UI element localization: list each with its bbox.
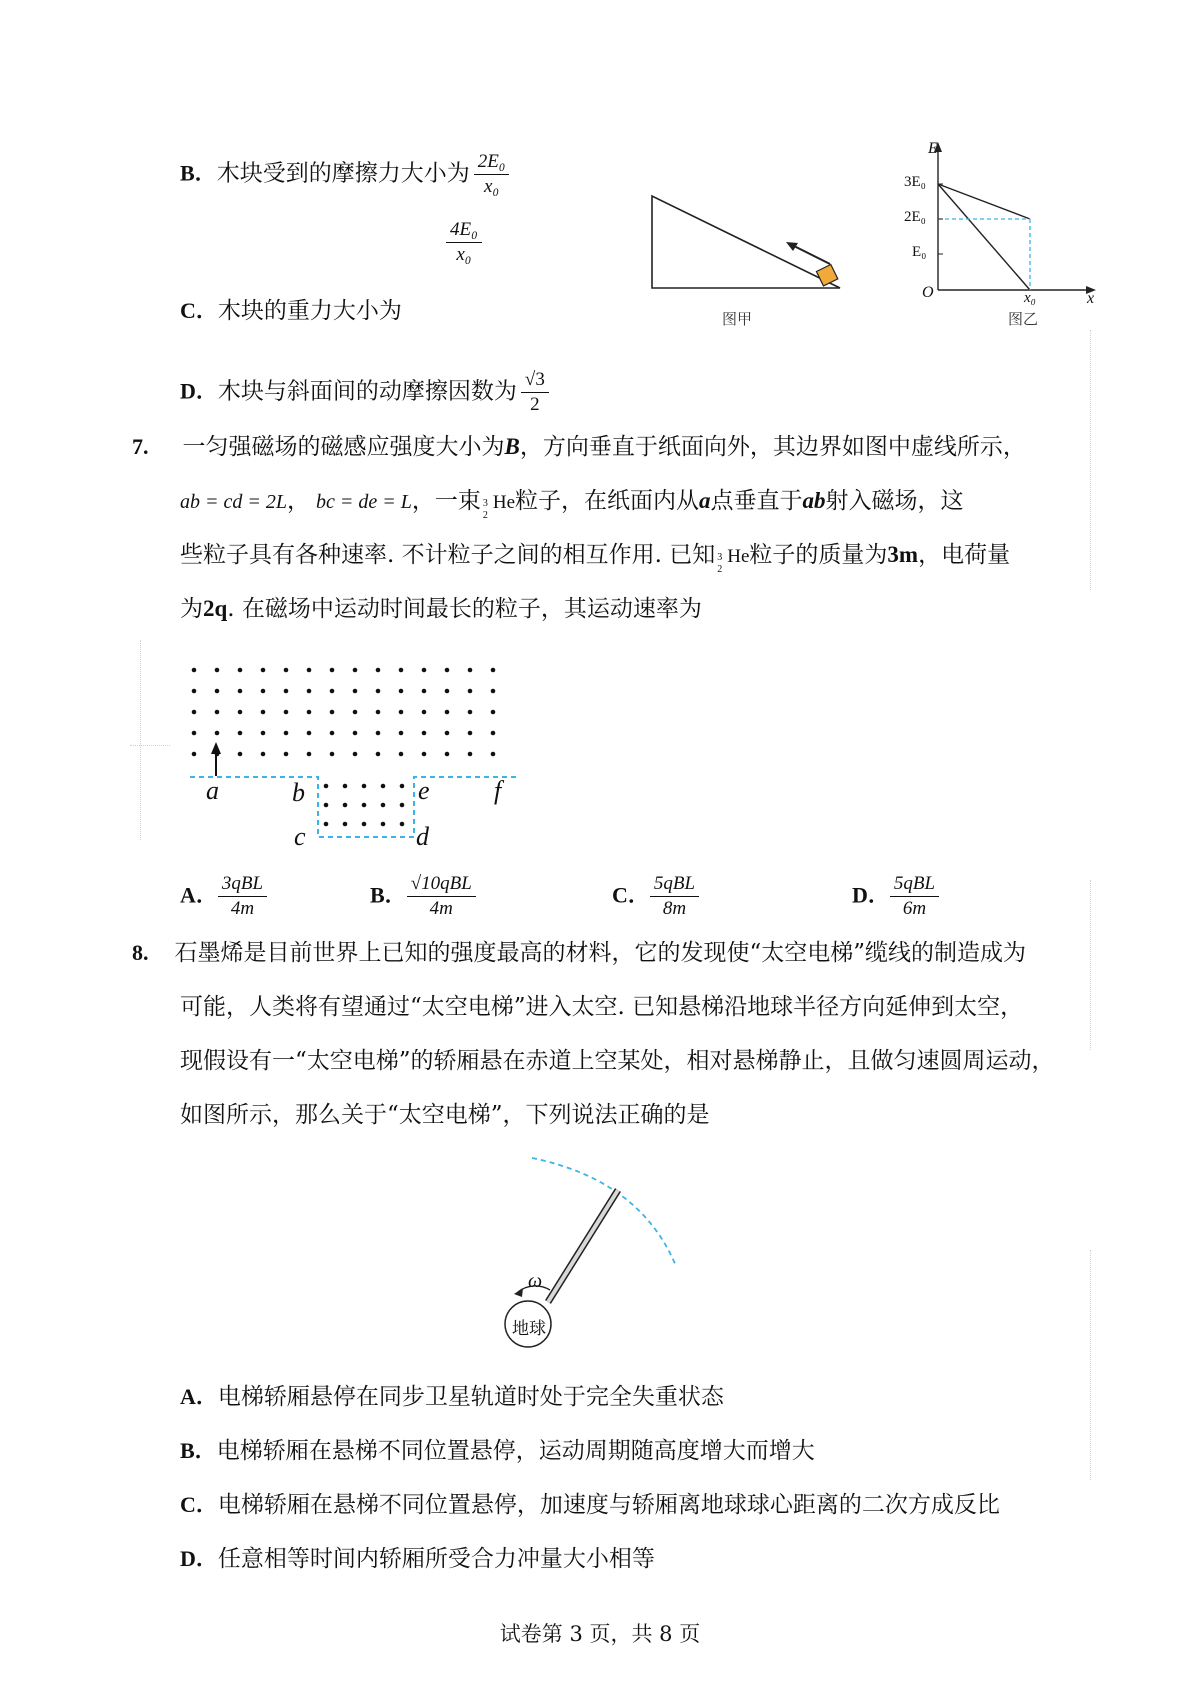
field-dot (324, 803, 329, 808)
field-dot (491, 689, 496, 694)
field-dot (468, 710, 473, 715)
x-axis-label: x (1087, 290, 1095, 307)
q8-option-c: C．电梯轿厢在悬梯不同位置悬停，加速度与轿厢离地球球心距离的二次方成反比 (180, 1492, 1000, 1518)
q8-line-1: 8. 石墨烯是目前世界上已知的强度最高的材料，它的发现使“太空电梯”缆线的制造成为 (132, 940, 1027, 966)
q7-option-b: B． $\frac{\text{√10qBL}}{4m}$ (370, 872, 476, 921)
field-boundary (190, 777, 518, 837)
field-dot (422, 752, 427, 757)
field-dot (343, 784, 348, 789)
field-dot (324, 784, 329, 789)
q8-line-4: 如图所示，那么关于“太空电梯”，下列说法正确的是 (180, 1102, 710, 1128)
field-dot (284, 668, 289, 673)
field-dot (376, 731, 381, 736)
field-dot (381, 784, 386, 789)
q6-option-c: C．木块的重力大小为 (180, 298, 402, 324)
field-dot (399, 710, 404, 715)
q8-option-b: B．电梯轿厢在悬梯不同位置悬停，运动周期随高度增大而增大 (180, 1438, 815, 1464)
point-e-label: e (418, 776, 430, 805)
field-dot (399, 668, 404, 673)
field-dot (468, 668, 473, 673)
field-dot (330, 689, 335, 694)
velocity-arrow-shaft (790, 244, 830, 264)
y-axis-label: E (928, 140, 938, 157)
field-dot (491, 668, 496, 673)
wooden-block (816, 265, 837, 286)
field-dot (324, 822, 329, 827)
field-dot (238, 668, 243, 673)
field-dot (353, 752, 358, 757)
field-dot (284, 710, 289, 715)
field-dot (445, 710, 450, 715)
field-dot (284, 752, 289, 757)
q7-line-2: ab = cd = 2L， bc = de = L，一束 3 2 He粒子，在纸面内从a点垂直于ab射入磁场，这 (180, 488, 964, 521)
field-dot (400, 822, 405, 827)
field-dot (468, 752, 473, 757)
guide-line (1090, 1250, 1091, 1480)
field-dot (491, 731, 496, 736)
q8-option-a: A．电梯轿厢悬停在同步卫星轨道时处于完全失重状态 (180, 1384, 724, 1410)
field-dot (343, 822, 348, 827)
field-dot (284, 689, 289, 694)
field-dot (261, 689, 266, 694)
q7-option-d: D． $\frac{\text{5qBL}}{6m}$ (852, 872, 939, 921)
energy-graph (900, 140, 1100, 300)
earth-label: 地球 (512, 1319, 546, 1339)
field-dot (362, 803, 367, 808)
field-dot (362, 784, 367, 789)
field-dot (238, 710, 243, 715)
field-dot (362, 822, 367, 827)
q8-option-d: D．任意相等时间内轿厢所受合力冲量大小相等 (180, 1546, 655, 1572)
field-dot (353, 668, 358, 673)
field-dot (376, 668, 381, 673)
field-dot (445, 689, 450, 694)
field-dot (307, 668, 312, 673)
y-tick-e0: E₀ (912, 244, 927, 260)
field-dot (261, 668, 266, 673)
page-footer: 试卷第 3 页，共 8 页 (499, 1622, 701, 1646)
q7-line-3: 些粒子具有各种速率. 不计粒子之间的相互作用. 已知 3 2 He粒子的质量为3m，电荷量 (180, 542, 1011, 575)
field-dot (491, 710, 496, 715)
field-dot (192, 689, 197, 694)
field-dot (343, 803, 348, 808)
field-dot (468, 689, 473, 694)
q8-line-3: 现假设有一“太空电梯”的轿厢悬在赤道上空某处，相对悬梯静止，且做匀速圆周运动， (180, 1048, 1055, 1074)
field-dot (307, 731, 312, 736)
field-dot (238, 689, 243, 694)
point-f-label: f (494, 776, 502, 805)
field-dot (422, 710, 427, 715)
field-dot (307, 710, 312, 715)
field-dot (422, 731, 427, 736)
guide-line (130, 745, 170, 746)
point-a-label: a (206, 776, 219, 805)
field-dot (261, 731, 266, 736)
fraction-denominator: x₀ (484, 176, 500, 197)
field-dot (238, 752, 243, 757)
field-dot (261, 752, 266, 757)
entry-arrow-head (211, 742, 221, 754)
field-dot (307, 752, 312, 757)
field-dot (491, 752, 496, 757)
field-dot (353, 689, 358, 694)
field-dot (192, 731, 197, 736)
q6-option-b: B．木块受到的摩擦力大小为 $\frac{\text{2E₀}}{\text{x₀}}$ (180, 150, 509, 199)
field-dot (330, 752, 335, 757)
fig1-caption: 图甲 (722, 310, 753, 328)
q6-option-d: D．木块与斜面间的动摩擦因数为 $\frac{√3}{2}$ (180, 368, 549, 417)
y-tick-3e0: 3E₀ (904, 174, 926, 190)
field-dot (330, 710, 335, 715)
field-dot (399, 752, 404, 757)
q7-option-c: C． $\frac{\text{5qBL}}{8m}$ (612, 872, 699, 921)
q7-option-a: A． $\frac{\text{3qBL}}{4m}$ (180, 872, 267, 921)
field-dot (261, 710, 266, 715)
field-dot (307, 689, 312, 694)
field-dot (422, 689, 427, 694)
field-dot (445, 668, 450, 673)
field-dot (399, 731, 404, 736)
q8-line-2: 可能，人类将有望通过“太空电梯”进入太空. 已知悬梯沿地球半径方向延伸到太空， (180, 994, 1024, 1020)
fraction-numerator: 2E₀ (474, 150, 510, 175)
field-dot (215, 710, 220, 715)
y-tick-2e0: 2E₀ (904, 209, 926, 225)
field-dot (284, 731, 289, 736)
origin-label: O (922, 284, 934, 301)
point-b-label: b (292, 778, 305, 807)
line-to-2e0 (938, 184, 1030, 219)
field-dot (215, 668, 220, 673)
field-dot (330, 668, 335, 673)
line-to-zero (938, 184, 1030, 290)
incline-triangle (652, 196, 840, 288)
guide-line (1090, 880, 1091, 1050)
field-dot (381, 803, 386, 808)
field-dot (468, 731, 473, 736)
field-dot (238, 731, 243, 736)
field-dot (422, 668, 427, 673)
field-dot (376, 689, 381, 694)
field-dot (400, 784, 405, 789)
field-dots (192, 668, 496, 827)
q7-number: 7. (132, 434, 149, 459)
field-dot (353, 731, 358, 736)
field-dot (192, 710, 197, 715)
field-dot (376, 710, 381, 715)
point-d-label: d (416, 822, 429, 851)
field-dot (192, 668, 197, 673)
incline-figure (640, 190, 860, 300)
field-dot (330, 731, 335, 736)
field-dot (445, 752, 450, 757)
fig2-caption: 图乙 (1008, 310, 1039, 328)
q6-option-c-fraction: $\frac{\text{4E₀}}{\text{x₀}}$ (446, 218, 482, 267)
point-c-label: c (294, 822, 306, 851)
field-dot (445, 731, 450, 736)
magnetic-field-figure (170, 660, 540, 850)
rotation-arrow-head (514, 1288, 523, 1297)
field-dot (399, 689, 404, 694)
field-dot (400, 803, 405, 808)
q8-number: 8. (132, 940, 149, 965)
field-dot (215, 689, 220, 694)
guide-line (140, 640, 141, 840)
field-dot (353, 710, 358, 715)
field-dot (192, 752, 197, 757)
field-dot (215, 731, 220, 736)
field-dot (376, 752, 381, 757)
guide-line (1090, 330, 1091, 590)
field-dot (381, 822, 386, 827)
x-tick-x0: x₀ (1024, 290, 1036, 306)
omega-label: ω (528, 1270, 543, 1292)
q7-line-1: 7. 一匀强磁场的磁感应强度大小为B，方向垂直于纸面向外，其边界如图中虚线所示， (132, 434, 1026, 460)
elevator-cable (548, 1190, 618, 1302)
q7-line-4: 为2q. 在磁场中运动时间最长的粒子，其运动速率为 (180, 596, 702, 622)
